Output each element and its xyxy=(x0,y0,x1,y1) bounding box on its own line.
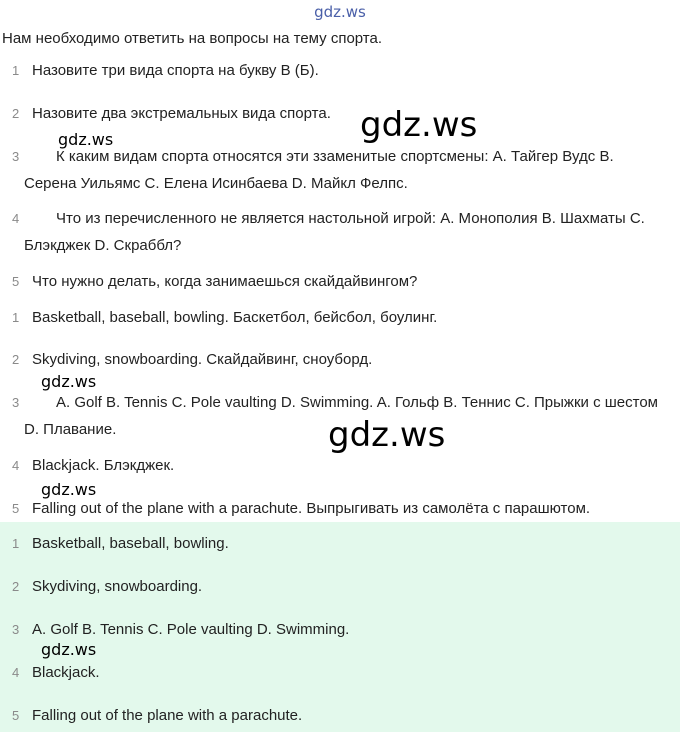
answers-section xyxy=(0,522,680,732)
item-number: 1 xyxy=(12,536,20,551)
translations-section xyxy=(0,300,680,522)
item-number: 3 xyxy=(12,395,20,410)
item-number: 2 xyxy=(12,352,20,367)
item-number: 4 xyxy=(12,458,20,473)
item-text: Назовите три вида спорта на букву B (Б). xyxy=(32,62,319,79)
item-text: Blackjack. xyxy=(32,664,100,681)
watermark: gdz.ws xyxy=(41,372,97,391)
item-number: 1 xyxy=(12,63,20,78)
list-item xyxy=(0,530,665,557)
watermark: gdz.ws xyxy=(41,480,97,499)
watermark: gdz.ws xyxy=(58,130,114,149)
list-item xyxy=(0,659,665,686)
item-number: 3 xyxy=(12,149,20,164)
item-number: 4 xyxy=(12,211,20,226)
list-item xyxy=(0,100,665,127)
item-text: Что нужно делать, когда занимаешься скайдайвингом? xyxy=(32,273,418,290)
item-text: Basketball, baseball, bowling. Баскетбол, бейсбол, боулинг. xyxy=(32,309,438,326)
list-item xyxy=(0,205,665,259)
list-item xyxy=(0,143,665,197)
watermark: gdz.ws xyxy=(41,640,97,659)
list-item xyxy=(0,57,665,84)
item-number: 4 xyxy=(12,665,20,680)
item-number: 5 xyxy=(12,708,20,723)
item-number: 5 xyxy=(12,274,20,289)
list-item xyxy=(0,452,665,479)
item-number: 1 xyxy=(12,310,20,325)
item-text: Falling out of the plane with a parachute. Выпрыгивать из самолёта с парашютом. xyxy=(32,500,591,517)
item-text: Назовите два экстремальных вида спорта. xyxy=(32,105,331,122)
list-item xyxy=(0,702,665,729)
item-number: 2 xyxy=(12,579,20,594)
list-item xyxy=(0,573,665,600)
watermark: gdz.ws xyxy=(328,415,446,455)
item-text: A. Golf B. Tennis C. Pole vaulting D. Swimming. xyxy=(32,621,350,638)
item-number: 5 xyxy=(12,501,20,516)
list-item xyxy=(0,616,665,643)
watermark-top: gdz.ws xyxy=(314,3,366,21)
item-text: Falling out of the plane with a parachute. xyxy=(32,707,303,724)
item-text: A. Golf B. Tennis C. Pole vaulting D. Swimming. A. Гольф B. Теннис C. Прыжки с шестом D. Плавание. xyxy=(24,394,658,438)
item-text: К каким видам спорта относятся эти ззаменитые спортсмены: A. Тайгер Вудс B. Серена Уильямс C. Елена Исинбаева D. Майкл Фелпс. xyxy=(24,148,614,192)
list-item xyxy=(0,268,665,295)
list-item xyxy=(0,304,665,331)
item-text: Skydiving, snowboarding. xyxy=(32,578,203,595)
item-number: 3 xyxy=(12,622,20,637)
item-number: 2 xyxy=(12,106,20,121)
item-text: Blackjack. Блэкджек. xyxy=(32,457,175,474)
item-text: Basketball, baseball, bowling. xyxy=(32,535,229,552)
list-item xyxy=(0,495,665,522)
item-text: Что из перечисленного не является настольной игрой: A. Монополия B. Шахматы C. Блэкджек D. Скраббл? xyxy=(24,210,645,254)
item-text: Skydiving, snowboarding. Скайдайвинг, сноуборд. xyxy=(32,351,373,368)
watermark: gdz.ws xyxy=(360,105,478,145)
list-item xyxy=(0,346,665,373)
intro-text: Нам необходимо ответить на вопросы на тему спорта. xyxy=(2,30,383,47)
questions-section xyxy=(0,0,680,300)
